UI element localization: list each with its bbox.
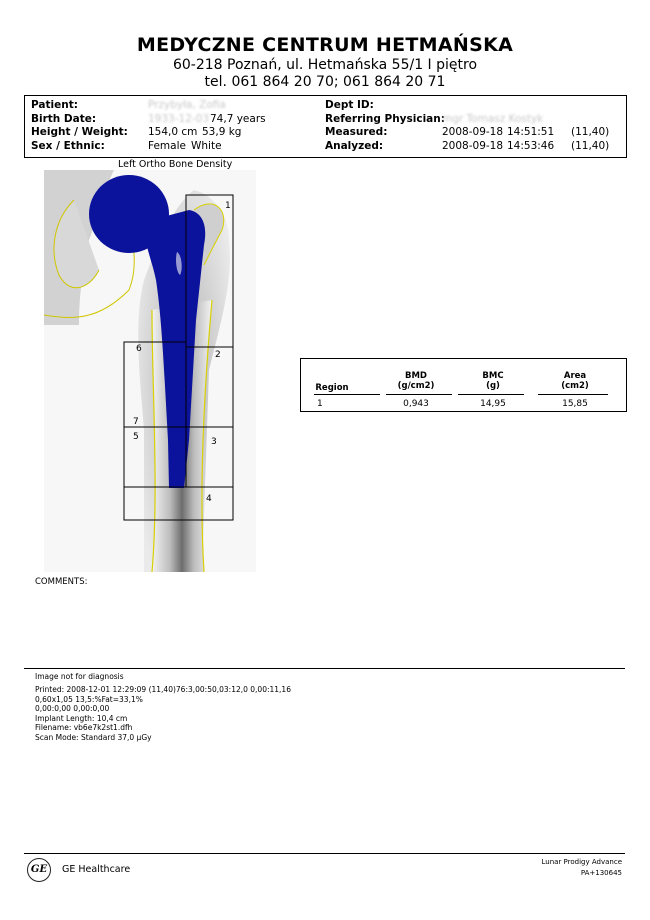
col-header-bmd-unit: (g/cm2) [397,381,435,391]
divider-top [24,668,625,669]
roi-label-7: 7 [133,417,139,427]
roi-label-1: 1 [225,201,231,211]
patient-label: Patient: [31,99,78,111]
col-header-bmd: BMD [405,371,427,381]
implant-length: Implant Length: 10,4 cm [35,713,128,723]
dept-id-label: Dept ID: [325,99,374,111]
disclaimer: Image not for diagnosis [35,672,124,681]
clinic-name: MEDYCZNE CENTRUM HETMAŃSKA [136,34,514,56]
analyzed-label: Analyzed: [325,139,384,152]
sex-ethnic-label: Sex / Ethnic: [31,139,105,152]
scan-params-line-2: 0,00:0,00 0,00:0,00 [35,704,110,714]
ge-logo-icon: GE [27,858,51,882]
referring-physician-label: Referring Physician: [325,112,445,125]
height-weight-label: Height / Weight: [31,126,128,138]
table-cell-bmc: 14,95 [480,399,506,409]
header-underline-area [538,394,608,395]
clinic-address: 60-218 Poznań, ul. Hetmańska 55/1 I piętro [172,57,478,73]
clinic-phone: tel. 061 864 20 70; 061 864 20 71 [204,74,446,90]
measured-date: 2008-09-18 [442,126,504,138]
header-underline-bmc [458,394,524,395]
analyzed-time: 14:53:46 [507,139,555,152]
comments-label: COMMENTS: [35,577,88,587]
col-header-bmc-unit: (g) [486,381,500,391]
scan-title: Left Ortho Bone Density [118,159,233,170]
ethnic: White [191,139,222,152]
device-info [542,857,622,879]
divider-bottom [24,853,625,854]
analyzed-date: 2008-09-18 [442,139,504,152]
patient-info-labels-right [325,99,445,153]
header-underline-region [314,394,380,395]
company-name: GE Healthcare [62,864,131,875]
measured-version: (11,40) [571,126,610,138]
col-header-region: Region [315,383,349,393]
sex: Female [148,139,186,152]
roi-label-3: 3 [211,437,217,447]
roi-label-6: 6 [136,344,142,354]
age: 74,7 years [210,112,266,125]
roi-label-4: 4 [206,494,212,504]
col-header-area-unit: (cm2) [561,381,589,391]
roi-label-5: 5 [133,432,139,442]
table-cell-area: 15,85 [562,399,588,409]
table-cell-bmd: 0,943 [403,399,429,409]
birth-date-label: Birth Date: [31,112,97,125]
analyzed-version: (11,40) [571,139,610,152]
patient-name: Przybyła, Zofia [148,99,226,111]
weight: 53,9 kg [202,126,242,138]
col-header-bmc: BMC [482,371,504,381]
measured-time: 14:51:51 [507,126,555,138]
roi-label-2: 2 [215,350,221,360]
device-serial: PA+130645 [580,869,622,877]
table-cell-region: 1 [317,399,323,409]
scan-mode: Scan Mode: Standard 37,0 µGy [35,732,152,742]
printed-line: Printed: 2008-12-01 12:29:09 (11,40)76:3,00:50,03:12,0 0,00:11,16 [35,685,291,694]
birth-date: 1933-12-03 [148,112,210,125]
bone-density-scan-image [44,170,256,572]
scan-details [35,685,291,743]
patient-info-labels-left [31,99,128,153]
referring-physician: mgr Tomasz Kostyk [442,112,544,125]
measured-label: Measured: [325,126,388,138]
scan-params-line: 0,60x1,05 13,5:%Fat=33,1% [35,694,143,704]
header-underline-bmd [386,394,452,395]
height: 154,0 cm [148,126,198,138]
filename: Filename: vb6e7k2st1.dfh [35,723,133,733]
col-header-area: Area [563,371,587,381]
device-model: Lunar Prodigy Advance [541,858,622,866]
